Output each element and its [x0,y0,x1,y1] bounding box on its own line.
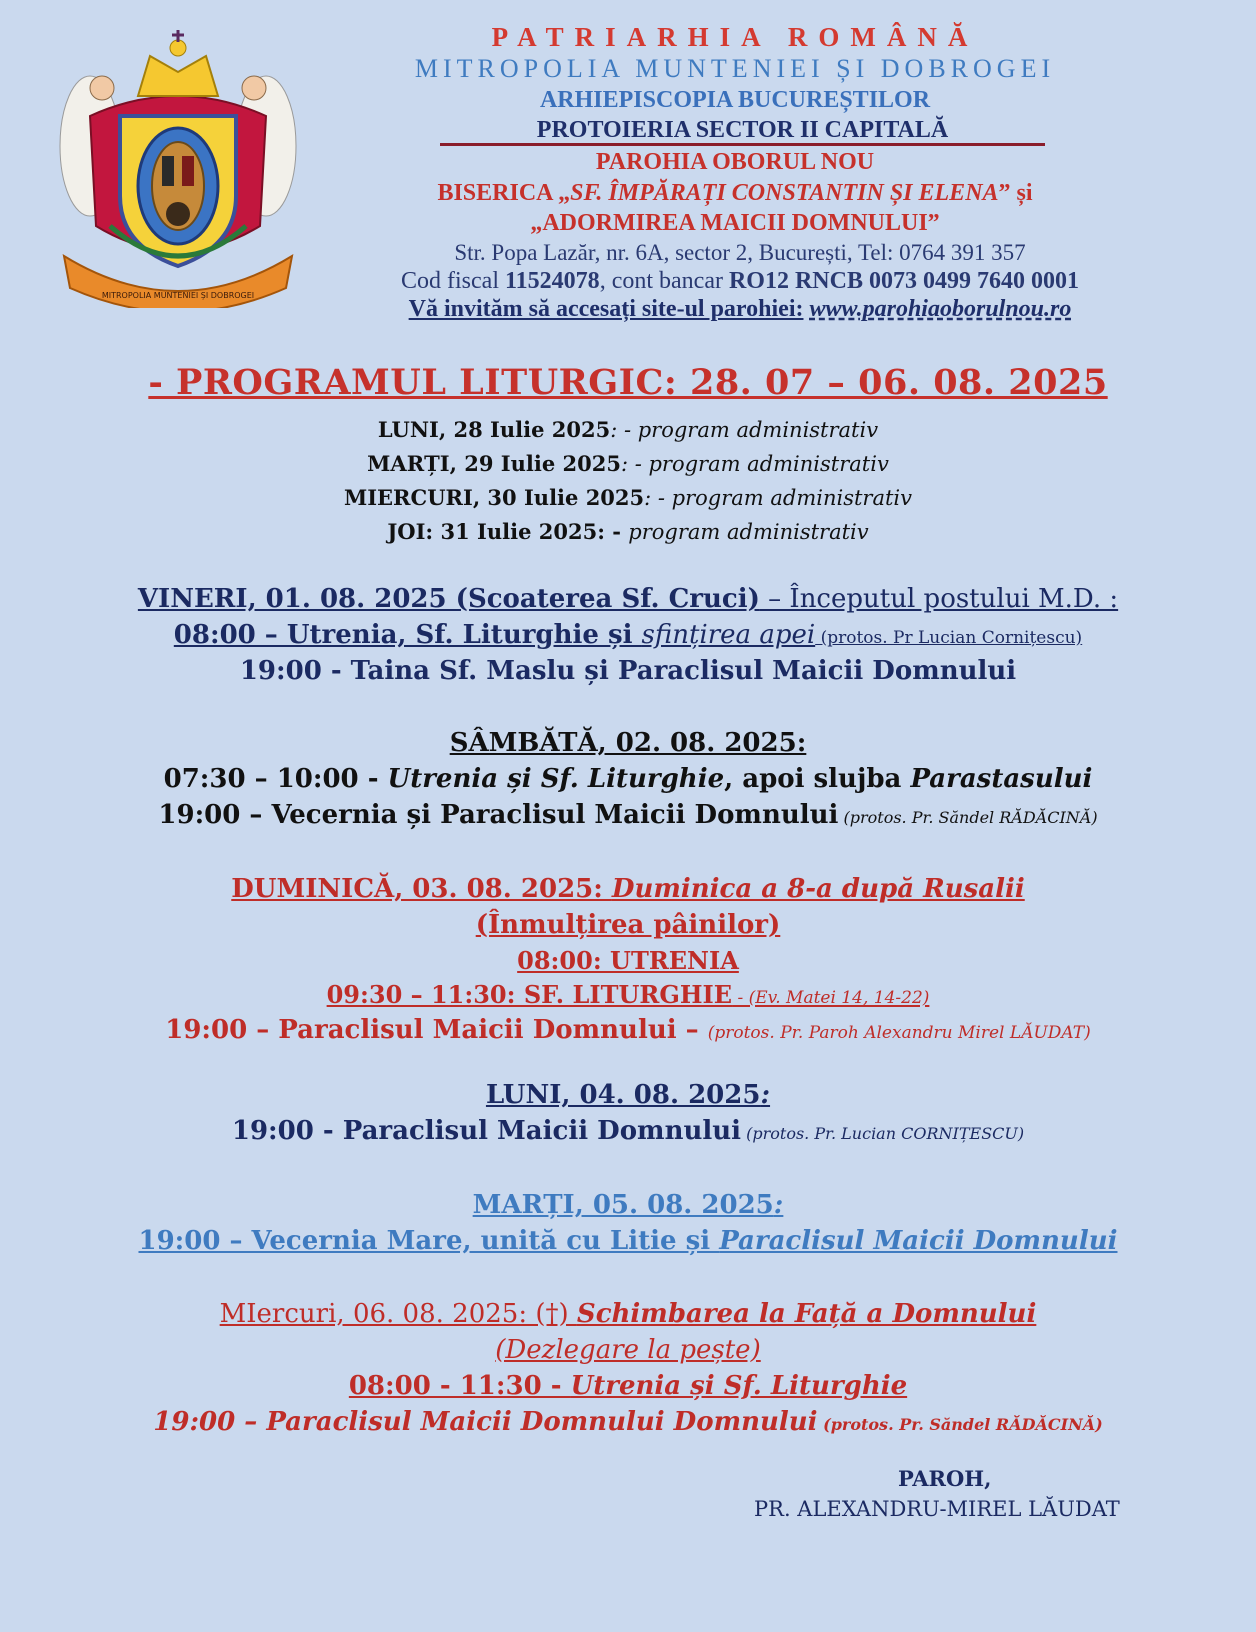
wednesday-paraclis [0,1407,1256,1437]
admin-day-label: MIERCURI, 30 Iulie 2025 [343,485,645,510]
wednesday-priest: (protos. Pr. Săndel RĂDĂCINĂ) [817,1415,1103,1434]
saturday-liturgy: Utrenia și Sf. Liturghie [387,764,725,794]
friday-priest: (protos. Pr Lucian Cornițescu) [815,628,1083,648]
signature-name: PR. ALEXANDRU-MIREL LĂUDAT [754,1497,1120,1521]
archdiocese-heading: ARHIEPISCOPIA BUCUREȘTILOR [539,87,931,113]
admin-day-label: JOI: 31 Iulie 2025: - [387,519,629,544]
sunday-matins: 08:00: UTRENIA [517,946,739,975]
monday-service [0,1116,1256,1146]
website-invite-line [240,296,1240,323]
saturday-service-2 [0,800,1256,830]
friday-heading-bold: VINERI, 01. 08. 2025 (Scoaterea Sf. Cruci) [137,584,760,614]
admin-day-text: program administrativ [648,452,889,476]
address-line: Str. Popa Lazăr, nr. 6A, sector 2, București, Tel: 0764 391 357 [454,240,1026,265]
wednesday-liturgy-time: 08:00 - 11:30 - [348,1371,571,1401]
invite-text: Vă invităm să accesați site-ul parohiei: [408,296,804,322]
friday-heading-rest: – Începutul postului M.D. : [759,584,1119,614]
bank-label: , cont bancar [599,268,729,294]
parish-heading: PAROHIA OBORUL NOU [595,149,875,175]
saturday-time: 07:30 – 10:00 - [163,764,388,794]
sunday-liturgy [0,980,1256,1009]
tuesday-date: MARȚI, 05. 08. 2025 [472,1190,774,1220]
sunday-liturgy-time: 09:30 – 11:30: SF. LITURGHIE [326,980,733,1009]
saturday-priest: (protos. Pr. Săndel RĂDĂCINĂ) [838,808,1098,827]
metropolis-heading: MITROPOLIA MUNTENIEI ȘI DOBROGEI [414,54,1056,83]
fiscal-bank-line [240,268,1240,295]
tuesday-service [0,1226,1256,1256]
website-link[interactable]: www.parohiaoborulnou.ro [809,296,1072,322]
saturday-service-1 [0,764,1256,794]
wednesday-date: MIercuri, 06. 08. 2025: (†) [219,1299,577,1329]
sunday-paraclis-text: 19:00 – Paraclisul Maicii Domnului – [165,1015,708,1045]
saturday-vespers: 19:00 – Vecernia și Paraclisul Maicii Domnului [158,800,839,830]
admin-day-text: program administrativ [671,486,913,510]
tuesday-vespers: 19:00 – Vecernia Mare, unită cu Litie și [138,1226,720,1256]
church-name-line [235,180,1235,207]
patriarchy-heading: PATRIARHIA ROMÂNĂ [491,22,979,52]
friday-service-1 [0,620,1256,650]
deanery-heading: PROTOIERIA SECTOR II CAPITALĂ [440,118,1045,146]
admin-day-row [0,519,1256,544]
sunday-priest: (protos. Pr. Paroh Alexandru Mirel LĂUDAT) [707,1023,1091,1043]
admin-day-label: MARȚI, 29 Iulie 2025 [367,451,621,476]
wednesday-feast: Schimbarea la Față a Domnului [576,1299,1037,1329]
saturday-then: , apoi slujba [724,764,911,794]
admin-day-sep: : - [610,418,638,442]
monday-paraclis: 19:00 - Paraclisul Maicii Domnului [231,1116,742,1146]
crest-ribbon-text: MITROPOLIA MUNTENIEI ȘI DOBROGEI [101,291,255,300]
tuesday-heading [0,1190,1256,1220]
tuesday-paraclis: Paraclisul Maicii Domnului [719,1226,1118,1256]
church-name-line-2: „ADORMIREA MAICII DOMNULUI” [530,210,940,236]
sunday-paraclis [0,1015,1256,1045]
admin-day-sep: : - [620,452,649,476]
wednesday-heading [0,1299,1256,1329]
wednesday-liturgy-text: Utrenia și Sf. Liturghie [570,1371,908,1401]
monday-colon: : [760,1080,771,1110]
friday-service-1-italic: sfințirea apei [641,620,816,650]
wednesday-liturgy [0,1371,1256,1401]
sunday-feast: Duminica a 8-a după Rusalii [611,874,1025,904]
admin-day-text: program administrativ [628,520,869,544]
saturday-parastas: Parastasului [910,764,1093,794]
saturday-heading: SÂMBĂTĂ, 02. 08. 2025: [449,728,807,758]
fiscal-code: 11524078 [505,268,600,294]
monday-heading [0,1080,1256,1110]
sunday-date: DUMINICĂ, 03. 08. 2025: [231,874,612,904]
friday-service-1-text: 08:00 – Utrenia, Sf. Liturghie și [173,620,642,650]
wednesday-paraclis-text: 19:00 – Paraclisul Maicii Domnului Domnului [153,1407,818,1437]
admin-day-row [0,417,1256,442]
church-suffix: ” și [998,180,1033,206]
signature-role: PAROH, [898,1466,992,1491]
admin-day-row [0,485,1256,510]
sunday-heading-2: (Înmulțirea pâinilor) [475,910,781,940]
church-name: SF. ÎMPĂRAȚI CONSTANTIN ȘI ELENA [570,180,999,206]
tuesday-colon: : [773,1190,784,1220]
friday-heading [0,584,1256,614]
monday-priest: (protos. Pr. Lucian CORNIȚESCU) [741,1124,1025,1143]
program-title: - PROGRAMUL LITURGIC: 28. 07 – 06. 08. 2025 [148,362,1108,403]
admin-day-row [0,451,1256,476]
church-prefix: BISERICA „ [437,180,571,206]
monday-date: LUNI, 04. 08. 2025 [485,1080,761,1110]
fiscal-label: Cod fiscal [401,268,505,294]
wednesday-heading-2: (Dezlegare la pește) [495,1335,761,1365]
admin-day-text: program administrativ [637,418,879,442]
admin-day-sep: : - [644,486,672,510]
admin-day-label: LUNI, 28 Iulie 2025 [377,417,611,442]
sunday-heading [0,874,1256,904]
bank-account: RO12 RNCB 0073 0499 7640 0001 [728,268,1079,294]
sunday-gospel: - (Ev. Matei 14, 14-22) [732,988,930,1008]
friday-service-2: 19:00 - Taina Sf. Maslu și Paraclisul Maicii Domnului [239,656,1017,686]
